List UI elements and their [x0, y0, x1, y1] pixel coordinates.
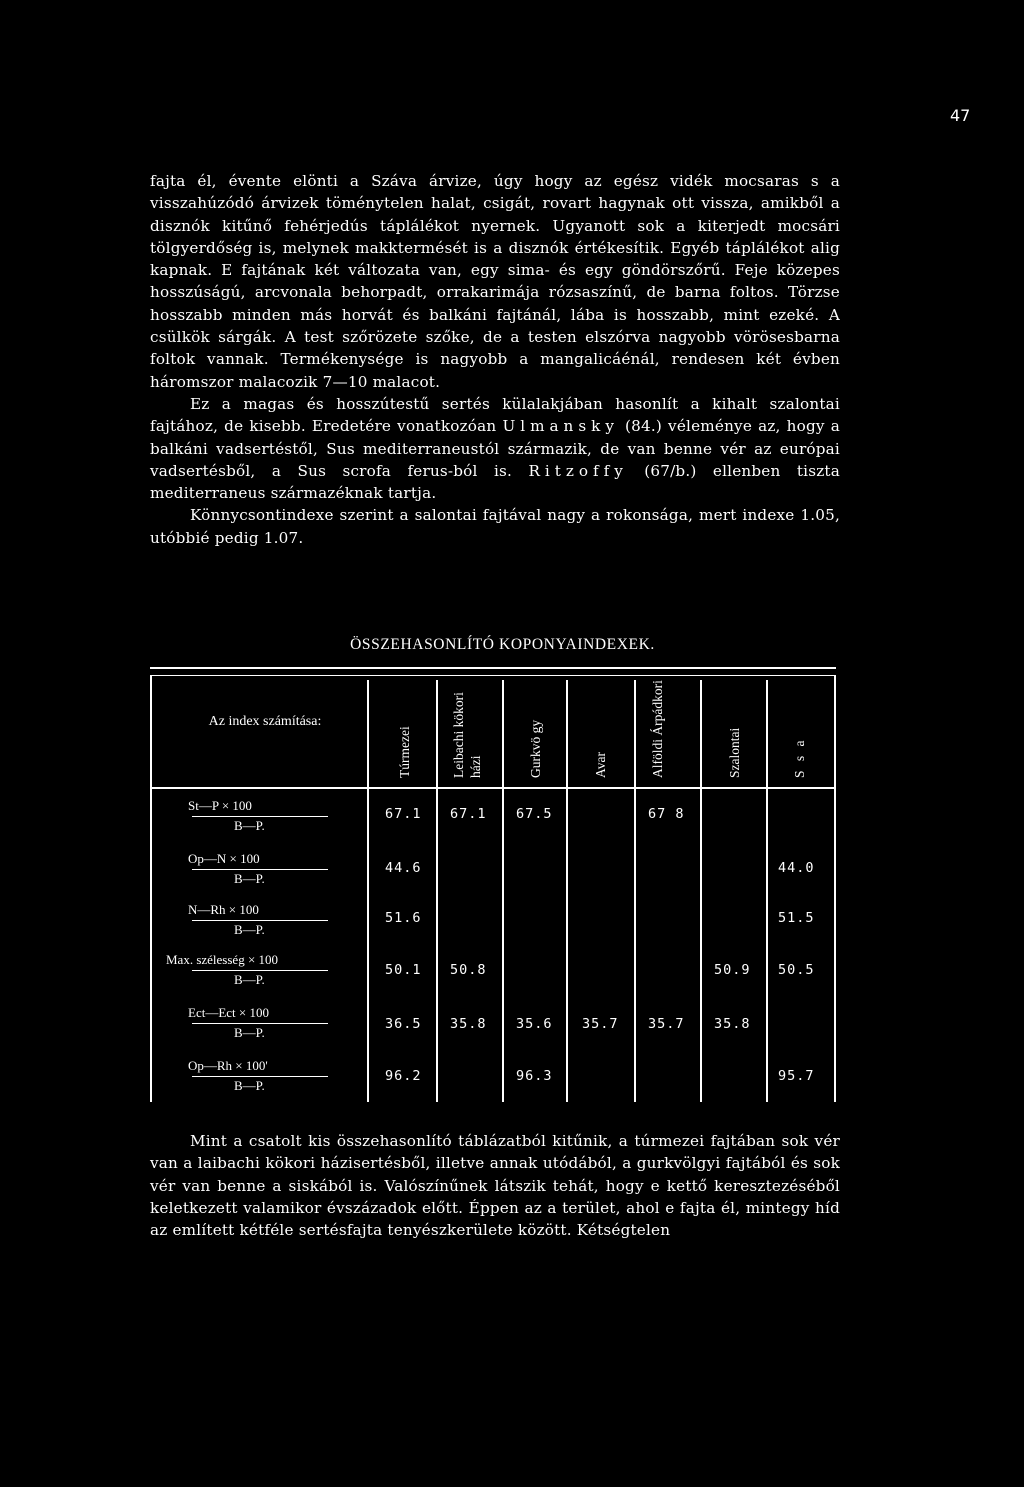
- body-text-bottom: [150, 1130, 840, 1241]
- table-cell: 51.6: [385, 910, 422, 926]
- table-row-label-5: Ect—Ect × 100 B—P.: [162, 1003, 362, 1043]
- col-divider-4: [566, 680, 568, 1102]
- table-right-border: [834, 676, 836, 1102]
- table-cell: 44.0: [778, 860, 815, 876]
- table-cell: 44.6: [385, 860, 422, 876]
- paragraph-2: Ez a magas és hosszútestű sertés külalakjában hasonlít a kihalt szalontai fajtához, de kisebb. Eredetére vonatkozóan Ulmansky (84.) véleménye az, hogy a balkáni vadsertéstől, Sus mediterraneustól származik, de van benne vér az európai vadsertésből, a Sus scrofa ferus-ból is. Ritzoffy (67/b.) ellenben tiszta mediterraneus származéknak tartja.: [150, 394, 840, 503]
- col-divider-1: [367, 680, 369, 1102]
- table-cell: 50.5: [778, 962, 815, 978]
- author-name-ritzoffy: Ritzoffy: [528, 461, 628, 480]
- table-row-label-2: Op—N × 100 B—P.: [162, 849, 362, 889]
- table-cell: 51.5: [778, 910, 815, 926]
- index-header: Az index számítása:: [208, 714, 322, 729]
- table-cell: 50.1: [385, 962, 422, 978]
- table-row-label-3: N—Rh × 100 B—P.: [162, 900, 362, 940]
- table-row-label-1: St—P × 100 B—P.: [162, 796, 362, 836]
- paragraph-1: fajta él, évente elönti a Száva árvize, úgy hogy az egész vidék mocsaras s a visszahúzódó árvizek töménytelen halat, csigát, rovart hagynak ott vissza, amikből a disznók kitűnő fehérjedús táplálékot nyernek. Ugyanott sok a kiterjedt mocsári tölgyerdőség is, melynek makktermését is a disznók értékesítik. Egyéb táplálékot alig kapnak. E fajtának két változata van, egy sima- és egy göndörszőrű. Feje közepes hosszúságú, arcvonala behorpadt, orrakarimája rózsaszínű, de barna foltos. Törzse hosszabb minden más horvát és balkáni fajtánál, lába is hosszabb, mint ezeké. A csülkök sárgák. A test szőrözete szőke, de a testen elszórva nagyobb vörösesbarna foltok vannak. Termékenysége is nagyobb a mangalicáénál, rendesen két évben háromszor malacozik 7—10 malacot.: [150, 172, 840, 391]
- table-cell: 36.5: [385, 1016, 422, 1032]
- table-row-label-6: Op—Rh × 100' B—P.: [162, 1056, 362, 1096]
- table-cell: 96.3: [516, 1068, 553, 1084]
- table-cell: 50.9: [714, 962, 751, 978]
- body-text-top: [150, 170, 840, 549]
- table-cell: 67.5: [516, 806, 553, 822]
- col-header-szalontai: Szalontai: [727, 727, 742, 778]
- table-left-border: [150, 676, 152, 1102]
- table-row-label-4: Max. szélesség × 100 B—P.: [162, 950, 362, 990]
- table-cell: 95.7: [778, 1068, 815, 1084]
- page-number: 47: [950, 106, 971, 125]
- col-divider-3: [502, 680, 504, 1102]
- table-cell: 67.1: [385, 806, 422, 822]
- col-header-avar: Avar: [593, 752, 608, 778]
- table-title: ÖSSZEHASONLÍTÓ KOPONYAINDEXEK.: [350, 636, 655, 653]
- table-header-rule: [150, 787, 836, 789]
- col-divider-5: [634, 680, 636, 1102]
- table-cell: 67 8: [648, 806, 685, 822]
- col-header-leibachi: Leibachi kökori házi: [451, 692, 483, 778]
- col-header-alfoldi: Alföldi Árpádkori: [650, 680, 665, 778]
- col-divider-7: [766, 680, 768, 1102]
- table-cell: 67.1: [450, 806, 487, 822]
- table-cell: 50.8: [450, 962, 487, 978]
- table-cell: 35.8: [450, 1016, 487, 1032]
- col-divider-2: [436, 680, 438, 1102]
- table-cell: 35.8: [714, 1016, 751, 1032]
- col-header-sus: S s a: [792, 737, 807, 778]
- paragraph-4: Mint a csatolt kis összehasonlító táblázatból kitűnik, a túrmezei fajtában sok vér van a laibachi kökori házisertésből, illetve annak utódából, a gurkvölgyi fajtából és sok vér van benne a siskából is. Valószínűnek látszik tehát, hogy e kettő keresztezéséből keletkezett valamikor évszázadok előtt. Éppen az a terület, ahol e fajta él, mintegy híd az említett kétféle sertésfajta tenyészkerülete között. Kétségtelen: [150, 1132, 840, 1240]
- table-cell: 35.7: [582, 1016, 619, 1032]
- table-cell: 35.7: [648, 1016, 685, 1032]
- col-divider-6: [700, 680, 702, 1102]
- col-header-turmezei: Túrmezei: [397, 726, 412, 778]
- paragraph-3: Könnycsontindexe szerint a salontai fajtával nagy a rokonsága, mert indexe 1.05, utóbbié pedig 1.07.: [150, 506, 840, 547]
- author-name-ulmansky: Ulmansky: [502, 417, 619, 436]
- table-top-rule: [150, 667, 836, 669]
- col-header-gurkvolgyi: Gurkvö gy: [528, 719, 543, 778]
- table-cell: 96.2: [385, 1068, 422, 1084]
- table-top-rule-2: [150, 675, 836, 676]
- table-cell: 35.6: [516, 1016, 553, 1032]
